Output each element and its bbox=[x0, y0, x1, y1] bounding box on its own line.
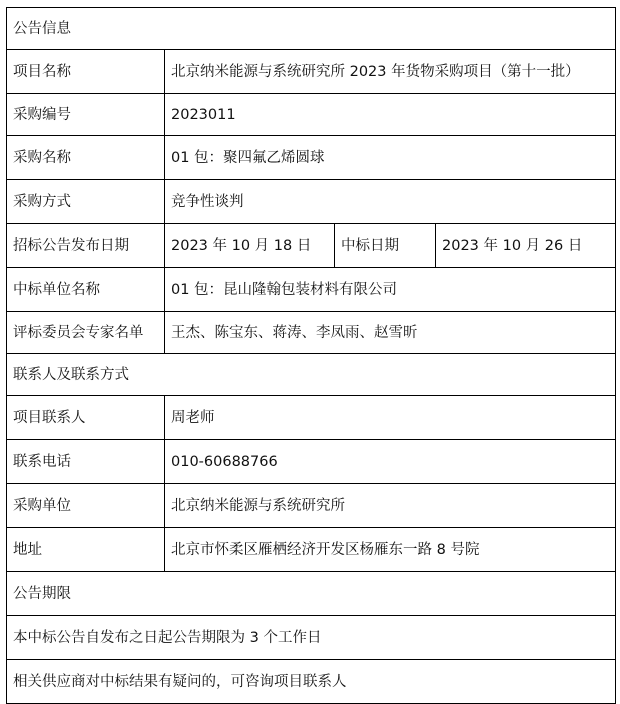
winner-value: 01 包：昆山隆翰包装材料有限公司 bbox=[165, 268, 616, 312]
row-procurement-method bbox=[7, 180, 616, 224]
section-title-contact: 联系人及联系方式 bbox=[7, 354, 616, 396]
tender-date-value: 2023 年 10 月 18 日 bbox=[165, 224, 335, 268]
row-dates bbox=[7, 224, 616, 268]
procurement-no-label: 采购编号 bbox=[7, 94, 165, 136]
award-date-label: 中标日期 bbox=[335, 224, 436, 268]
section-title-period: 公告期限 bbox=[7, 572, 616, 616]
procurement-name-value: 01 包：聚四氟乙烯圆球 bbox=[165, 136, 616, 180]
row-procurement-name bbox=[7, 136, 616, 180]
row-inquiry-text bbox=[7, 660, 616, 704]
project-name-label: 项目名称 bbox=[7, 50, 165, 94]
tender-date-label: 招标公告发布日期 bbox=[7, 224, 165, 268]
row-unit bbox=[7, 484, 616, 528]
section-row-period bbox=[7, 572, 616, 616]
row-project-name bbox=[7, 50, 616, 94]
address-label: 地址 bbox=[7, 528, 165, 572]
row-winner bbox=[7, 268, 616, 312]
row-address bbox=[7, 528, 616, 572]
section-row-contact bbox=[7, 354, 616, 396]
procurement-no-value: 2023011 bbox=[165, 94, 616, 136]
winner-label: 中标单位名称 bbox=[7, 268, 165, 312]
award-notice-table bbox=[6, 7, 616, 704]
procurement-method-label: 采购方式 bbox=[7, 180, 165, 224]
procurement-name-label: 采购名称 bbox=[7, 136, 165, 180]
unit-value: 北京纳米能源与系统研究所 bbox=[165, 484, 616, 528]
row-period-text bbox=[7, 616, 616, 660]
address-value: 北京市怀柔区雁栖经济开发区杨雁东一路 8 号院 bbox=[165, 528, 616, 572]
phone-value: 010-60688766 bbox=[165, 440, 616, 484]
phone-label: 联系电话 bbox=[7, 440, 165, 484]
procurement-method-value: 竞争性谈判 bbox=[165, 180, 616, 224]
row-procurement-no bbox=[7, 94, 616, 136]
contact-person-value: 周老师 bbox=[165, 396, 616, 440]
inquiry-text: 相关供应商对中标结果有疑问的，可咨询项目联系人 bbox=[7, 660, 616, 704]
row-experts bbox=[7, 312, 616, 354]
award-date-value: 2023 年 10 月 26 日 bbox=[436, 224, 616, 268]
row-contact-person bbox=[7, 396, 616, 440]
contact-person-label: 项目联系人 bbox=[7, 396, 165, 440]
experts-value: 王杰、陈宝东、蒋涛、李凤雨、赵雪昕 bbox=[165, 312, 616, 354]
row-phone bbox=[7, 440, 616, 484]
unit-label: 采购单位 bbox=[7, 484, 165, 528]
section-title-info: 公告信息 bbox=[7, 8, 616, 50]
project-name-value: 北京纳米能源与系统研究所 2023 年货物采购项目（第十一批） bbox=[165, 50, 616, 94]
section-row-info bbox=[7, 8, 616, 50]
experts-label: 评标委员会专家名单 bbox=[7, 312, 165, 354]
period-text: 本中标公告自发布之日起公告期限为 3 个工作日 bbox=[7, 616, 616, 660]
